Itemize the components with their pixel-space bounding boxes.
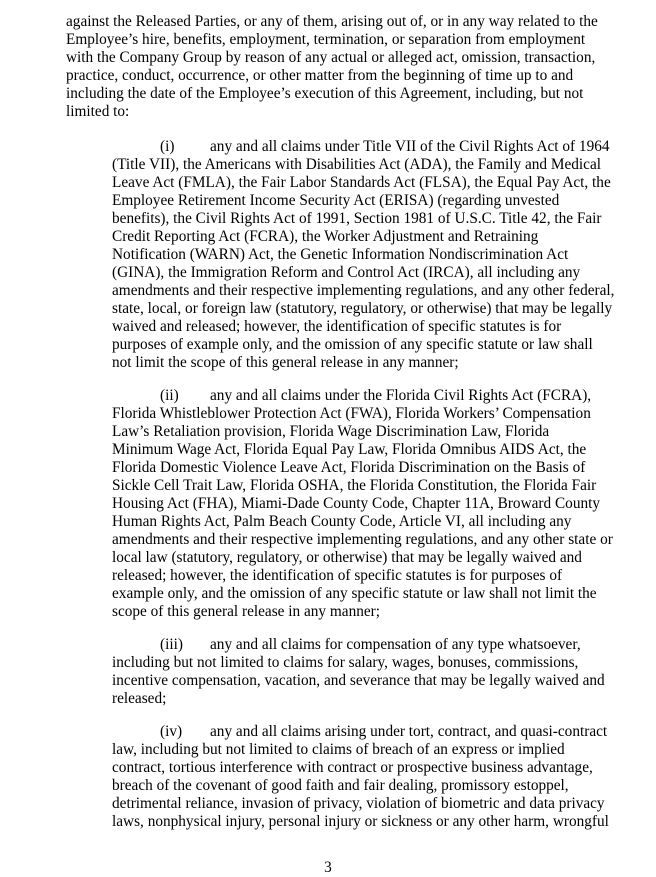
clause-text: any and all claims for compensation of any type whatsoever, bbox=[210, 636, 581, 653]
clause-line: law, including but not limited to claims of breach of an express or implied bbox=[112, 741, 565, 758]
page-number: 3 bbox=[324, 859, 332, 876]
clause-line: Law’s Retaliation provision, Florida Wage Discrimination Law, Florida bbox=[112, 423, 550, 440]
clause-text: any and all claims under the Florida Civil Rights Act (FCRA), bbox=[210, 387, 592, 404]
clause-line: incentive compensation, vacation, and severance that may be legally waived and bbox=[112, 672, 605, 689]
clause-first-line bbox=[160, 723, 607, 741]
clause-line: Notification (WARN) Act, the Genetic Information Nondiscrimination Act bbox=[112, 246, 569, 263]
clause-line: scope of this general release in any manner; bbox=[112, 603, 381, 620]
clause-line: Credit Reporting Act (FCRA), the Worker Adjustment and Retraining bbox=[112, 228, 539, 245]
clause-line: example only, and the omission of any specific statute or law shall not limit the bbox=[112, 585, 597, 602]
intro-line: against the Released Parties, or any of them, arising out of, or in any way related to the bbox=[66, 13, 598, 30]
clause-line: released; bbox=[112, 690, 167, 707]
clause-line: amendments and their respective implementing regulations, and any other state or bbox=[112, 531, 613, 548]
intro-line: including the date of the Employee’s execution of this Agreement, including, but not bbox=[66, 85, 584, 102]
clause-line: including but not limited to claims for salary, wages, bonuses, commissions, bbox=[112, 654, 579, 671]
clause-line: Housing Act (FHA), Miami-Dade County Code, Chapter 11A, Broward County bbox=[112, 495, 601, 512]
clause-marker: (i) bbox=[160, 138, 175, 155]
intro-line: Employee’s hire, benefits, employment, termination, or separation from employment bbox=[66, 31, 586, 48]
clause-marker: (iv) bbox=[160, 723, 183, 740]
clause-line: benefits), the Civil Rights Act of 1991, Section 1981 of U.S.C. Title 42, the Fair bbox=[112, 210, 602, 227]
clause-line: Sickle Cell Trait Law, Florida OSHA, the Florida Constitution, the Florida Fair bbox=[112, 477, 597, 494]
clause-line: not limit the scope of this general release in any manner; bbox=[112, 354, 459, 371]
clause-line: amendments and their respective implementing regulations, and any other federal, bbox=[112, 282, 615, 299]
clause-line: Leave Act (FMLA), the Fair Labor Standards Act (FLSA), the Equal Pay Act, the bbox=[112, 174, 611, 191]
clause-line: Florida Whistleblower Protection Act (FWA), Florida Workers’ Compensation bbox=[112, 405, 591, 422]
clause-line: contract, tortious interference with contract or prospective business advantage, bbox=[112, 759, 593, 776]
clause-line: detrimental reliance, invasion of privacy, violation of biometric and data privacy bbox=[112, 795, 605, 812]
clause-line: Human Rights Act, Palm Beach County Code, Article VI, all including any bbox=[112, 513, 572, 530]
clause-line: released; however, the identification of specific statutes is for purposes of bbox=[112, 567, 563, 584]
clause-line: local law (statutory, regulatory, or otherwise) that may be legally waived and bbox=[112, 549, 582, 566]
intro-line: practice, conduct, occurrence, or other matter from the beginning of time up to and bbox=[66, 67, 574, 84]
clause-line: Minimum Wage Act, Florida Equal Pay Law, Florida Omnibus AIDS Act, the bbox=[112, 441, 587, 458]
clause-marker: (iii) bbox=[160, 636, 183, 653]
intro-line: limited to: bbox=[66, 103, 130, 120]
clause-first-line bbox=[160, 636, 581, 654]
clause-line: state, local, or foreign law (statutory, regulatory, or otherwise) that may be legally bbox=[112, 300, 613, 317]
clause-first-line bbox=[160, 138, 610, 156]
clause-first-line bbox=[160, 387, 591, 405]
clause-marker: (ii) bbox=[160, 387, 179, 404]
clause-line: (Title VII), the Americans with Disabilities Act (ADA), the Family and Medical bbox=[112, 156, 601, 173]
clause-line: Florida Domestic Violence Leave Act, Florida Discrimination on the Basis of bbox=[112, 459, 586, 476]
clause-line: Employee Retirement Income Security Act (ERISA) (regarding unvested bbox=[112, 192, 560, 209]
clause-text: any and all claims arising under tort, contract, and quasi-contract bbox=[210, 723, 608, 740]
clause-line: purposes of example only, and the omission of any specific statute or law shall bbox=[112, 336, 593, 353]
clause-line: waived and released; however, the identification of specific statutes is for bbox=[112, 318, 562, 335]
intro-line: with the Company Group by reason of any actual or alleged act, omission, transaction, bbox=[66, 49, 596, 66]
clause-text: any and all claims under Title VII of the Civil Rights Act of 1964 bbox=[210, 138, 610, 155]
clause-line: (GINA), the Immigration Reform and Control Act (IRCA), all including any bbox=[112, 264, 581, 281]
clause-line: breach of the covenant of good faith and fair dealing, promissory estoppel, bbox=[112, 777, 569, 794]
clause-line: laws, nonphysical injury, personal injury or sickness or any other harm, wrongful bbox=[112, 813, 609, 830]
